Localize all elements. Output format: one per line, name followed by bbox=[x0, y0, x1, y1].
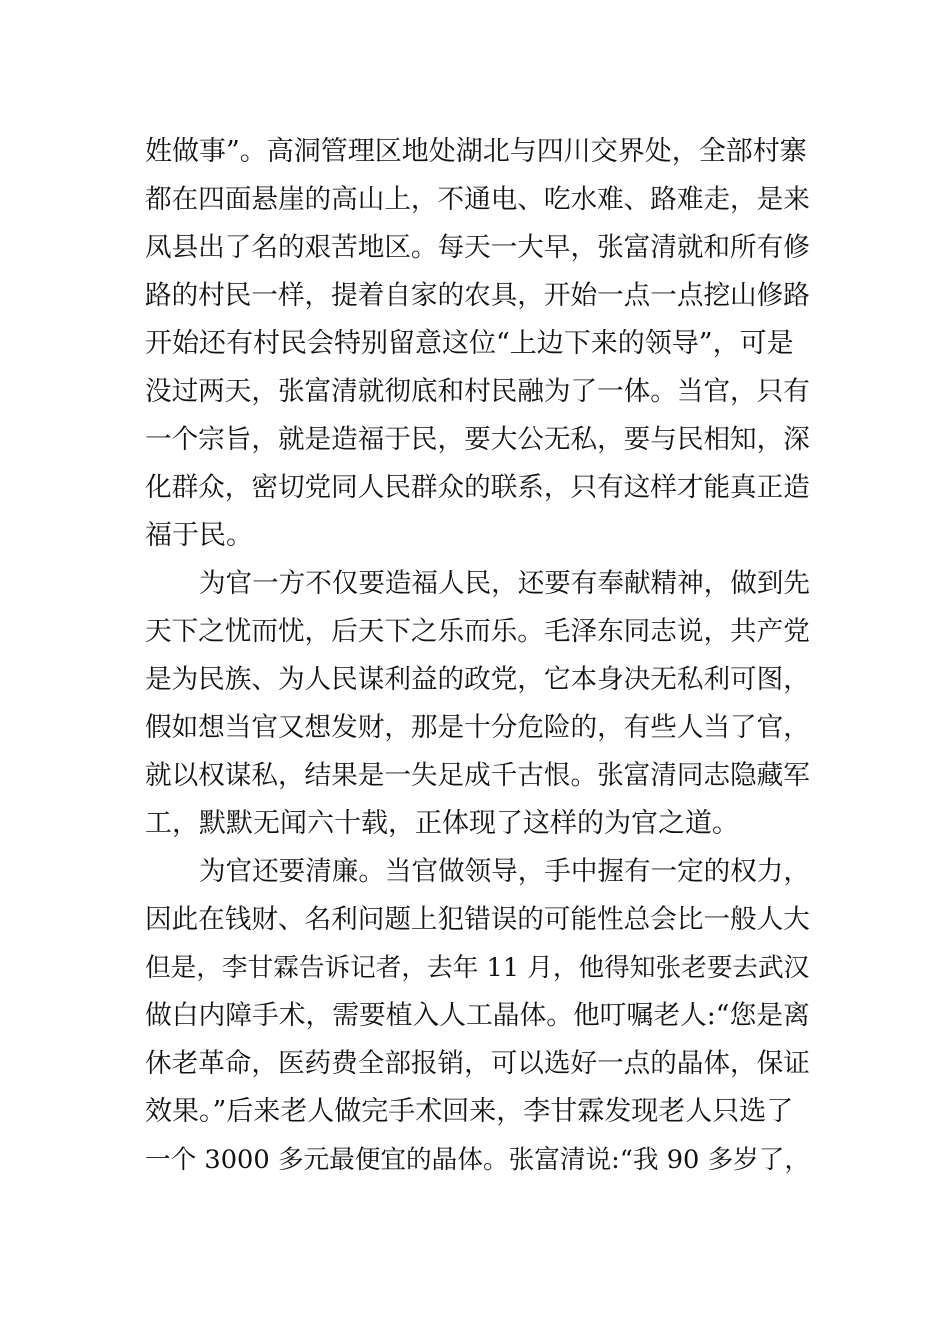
text-line: 福于民。 bbox=[145, 520, 253, 551]
text-line: 工，默默无闻六十载，正体现了这样的为官之道。 bbox=[145, 808, 739, 839]
document-body bbox=[145, 128, 810, 1184]
text-line: 化群众，密切党同人民群众的联系，只有这样才能真正造 bbox=[145, 472, 810, 503]
text-line: 做白内障手术，需要植入人工晶体。他叮嘱老人:“您是离 bbox=[145, 1000, 810, 1031]
text-line: 就以权谋私，结果是一失足成千古恨。张富清同志隐藏军 bbox=[145, 760, 810, 791]
text-line: 凤县出了名的艰苦地区。每天一大早，张富清就和所有修 bbox=[145, 232, 810, 263]
text-line: 假如想当官又想发财，那是十分危险的，有些人当了官， bbox=[145, 712, 810, 743]
text-line: 为官一方不仅要造福人民，还要有奉献精神，做到先 bbox=[199, 568, 810, 599]
text-line: 一个宗旨，就是造福于民，要大公无私，要与民相知，深 bbox=[145, 424, 810, 455]
text-line: 没过两天，张富清就彻底和村民融为了一体。当官，只有 bbox=[145, 376, 810, 407]
text-line: 因此在钱财、名利问题上犯错误的可能性总会比一般人大 bbox=[145, 904, 810, 935]
text-line: 是为民族、为人民谋利益的政党，它本身决无私利可图， bbox=[145, 664, 810, 695]
text-line: 都在四面悬崖的高山上，不通电、吃水难、路难走，是来 bbox=[145, 184, 810, 215]
text-line: 但是，李甘霖告诉记者，去年 11 月，他得知张老要去武汉 bbox=[145, 953, 810, 983]
text-line: 休老革命，医药费全部报销，可以选好一点的晶体，保证 bbox=[145, 1048, 810, 1079]
text-line: 姓做事”。高洞管理区地处湖北与四川交界处，全部村寨 bbox=[145, 136, 807, 167]
text-line: 一个 3000 多元最便宜的晶体。张富清说:“我 90 多岁了， bbox=[145, 1145, 811, 1175]
text-line: 效果。”后来老人做完手术回来，李甘霖发现老人只选了 bbox=[145, 1096, 794, 1127]
text-line: 天下之忧而忧，后天下之乐而乐。毛泽东同志说，共产党 bbox=[145, 616, 810, 647]
text-line: 为官还要清廉。当官做领导，手中握有一定的权力， bbox=[199, 856, 810, 887]
text-line: 路的村民一样，提着自家的农具，开始一点一点挖山修路 bbox=[145, 280, 810, 311]
text-line: 开始还有村民会特别留意这位“上边下来的领导”，可是 bbox=[145, 328, 794, 359]
